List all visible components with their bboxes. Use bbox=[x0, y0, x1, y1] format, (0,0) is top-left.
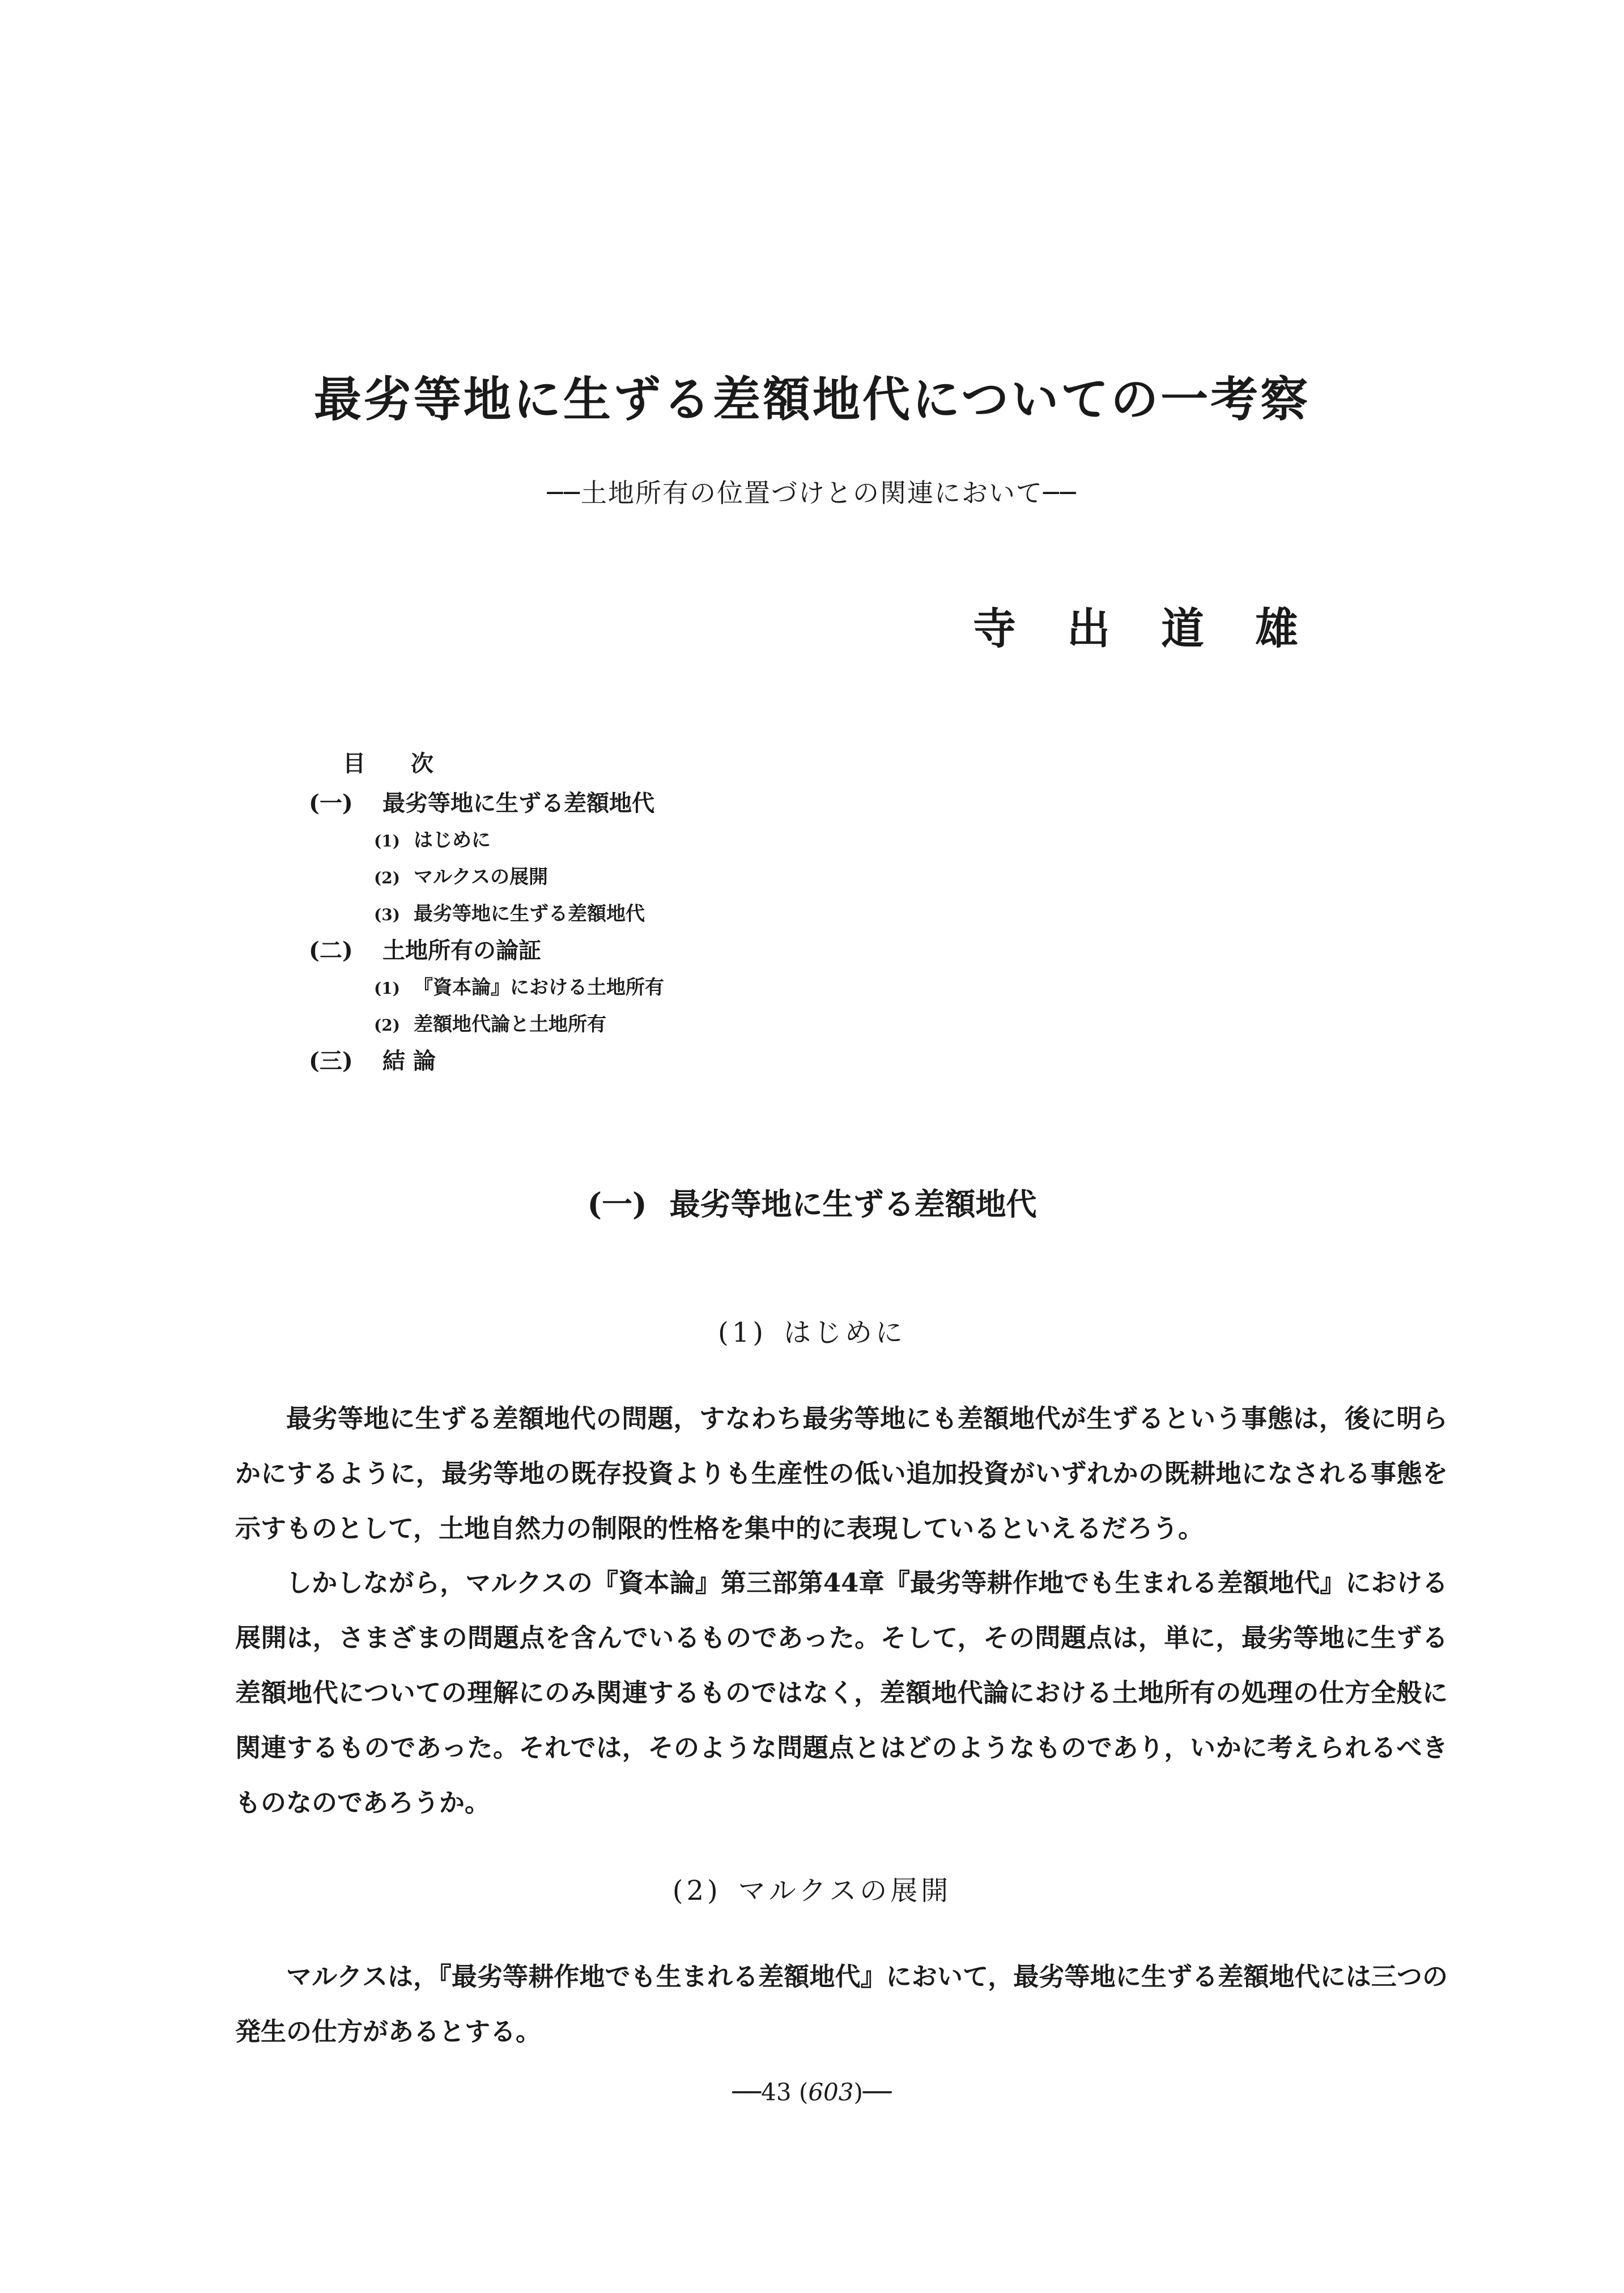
toc-item bbox=[309, 788, 654, 819]
toc-item-label: 差額地代論と土地所有 bbox=[414, 1013, 606, 1036]
subsection-title: はじめに bbox=[783, 1317, 906, 1348]
section-heading bbox=[0, 1184, 1624, 1224]
toc-item-label: 最劣等地に生ずる差額地代 bbox=[414, 903, 645, 925]
toc-item bbox=[374, 861, 548, 894]
body-paragraph: 最劣等地に生ずる差額地代の問題，すなわち最劣等地にも差額地代が生ずるという事態は，後に明らかにするように，最劣等地の既存投資よりも生産性の低い追加投資がいずれかの既耕地になされる事態を示すものとして，土地自然力の制限的性格を集中的に表現しているといえるだろう。 bbox=[235, 1403, 1448, 1543]
body-paragraph: しかしながら，マルクスの『資本論』第三部第44章『最劣等耕作地でも生まれる差額地代』における展開は，さまざまの問題点を含んでいるものであった。そして，その問題点は，単に，最劣等地に生ずる差額地代についての理解にのみ関連するものではなく，差額地代論における土地所有の処理の仕方全般に関連するものであった。それでは，そのような問題点とはどのようなものであり，いかに考えられるべきものなのであろうか。 bbox=[235, 1568, 1448, 1818]
subsection-title: マルクスの展開 bbox=[738, 1875, 952, 1907]
toc-item-number: (三) bbox=[309, 1048, 353, 1074]
body-paragraph: マルクスは，『最劣等耕作地でも生まれる差額地代』において，最劣等地に生ずる差額地代には三つの発生の仕方があるとする。 bbox=[235, 1962, 1448, 2047]
toc-item bbox=[374, 1009, 606, 1041]
toc-item-label: 結 論 bbox=[382, 1048, 436, 1074]
page-number: 43 bbox=[761, 2078, 792, 2106]
toc-item-number: (2) bbox=[374, 869, 400, 887]
toc-item-number: (一) bbox=[309, 790, 353, 816]
toc-item-label: マルクスの展開 bbox=[414, 866, 548, 888]
toc-item-number: (1) bbox=[374, 832, 400, 850]
subsection-heading bbox=[0, 1873, 1624, 1909]
toc-item bbox=[309, 935, 541, 967]
total-page-number: 603 bbox=[808, 2078, 854, 2106]
toc-item-label: 土地所有の論証 bbox=[382, 937, 541, 964]
section-title: 最劣等地に生ずる差額地代 bbox=[669, 1186, 1037, 1222]
paper-subtitle: ──土地所有の位置づけとの関連において── bbox=[547, 478, 1077, 508]
toc-item bbox=[374, 972, 664, 1005]
section-number: (一) bbox=[587, 1186, 647, 1222]
toc-item-number: (二) bbox=[309, 937, 353, 964]
subsection-heading bbox=[0, 1314, 1624, 1351]
toc-item-label: 『資本論』における土地所有 bbox=[414, 976, 664, 999]
subsection-number: (1) bbox=[717, 1317, 767, 1348]
toc-item-number: (2) bbox=[374, 1016, 400, 1035]
toc-item bbox=[374, 898, 645, 931]
toc-item bbox=[374, 824, 491, 857]
author-name: 寺出道雄 bbox=[973, 603, 1349, 654]
page-footer: ──43 (603)── bbox=[732, 2078, 892, 2106]
toc-item-label: はじめに bbox=[414, 829, 491, 852]
toc-item-number: (3) bbox=[374, 905, 400, 924]
toc-item-label: 最劣等地に生ずる差額地代 bbox=[382, 790, 654, 816]
subsection-number: (2) bbox=[672, 1875, 721, 1907]
toc-item bbox=[309, 1045, 436, 1077]
toc-item-number: (1) bbox=[374, 979, 400, 998]
toc-heading: 目次 bbox=[343, 750, 479, 777]
paper-title: 最劣等地に生ずる差額地代についての一考察 bbox=[313, 371, 1311, 427]
